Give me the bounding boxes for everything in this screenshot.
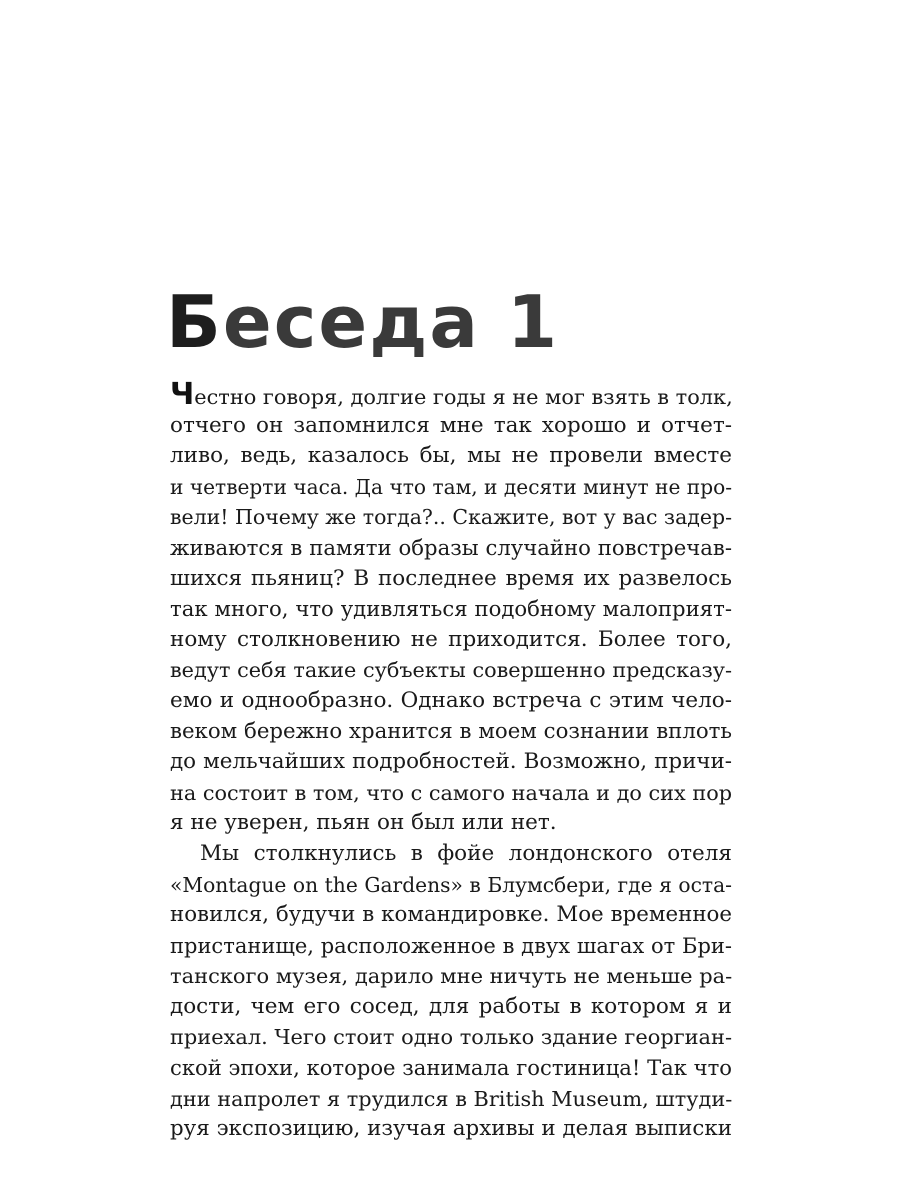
text-line: я не уверен, пьян он был или нет. xyxy=(170,810,557,836)
text-line: веком бережно хранится в моем сознании вплоть xyxy=(170,718,732,744)
chapter-title xyxy=(166,282,559,362)
text-line: пристанище, расположенное в двух шагах от Бри- xyxy=(170,932,732,958)
text-line-content: естно говоря, долгие годы я не мог взять в толк, xyxy=(194,385,733,409)
text-line: ному столкновению не приходится. Более того, xyxy=(170,626,732,652)
text-line: танского музея, дарило мне ничуть не меньше ра- xyxy=(170,964,733,989)
text-line: Мы столкнулись в фойе лондонского отеля xyxy=(200,840,732,866)
text-line: шихся пьяниц? В последнее время их развелось xyxy=(170,565,732,591)
text-line: руя экспозицию, изучая архивы и делая выписки xyxy=(170,1116,732,1142)
text-line xyxy=(170,377,733,412)
text-line: живаются в памяти образы случайно повстречав- xyxy=(170,534,732,560)
text-line: ской эпохи, которое занимала гостиница! Так что xyxy=(170,1055,732,1081)
text-line: дни напролет я трудился в British Museum, штуди- xyxy=(170,1086,733,1111)
body-text xyxy=(170,377,733,1145)
text-line: приехал. Чего стоит одно только здание георгиан- xyxy=(170,1025,732,1050)
paragraph-1 xyxy=(170,377,733,839)
text-line: отчего он запомнился мне так хорошо и отчет- xyxy=(170,412,732,438)
text-line: ведут себя такие субъекты совершенно предсказу- xyxy=(170,658,732,683)
drop-cap: Ч xyxy=(170,377,195,412)
text-line: на состоит в том, что с самого начала и до сих пор xyxy=(170,780,733,805)
text-line: и четверти часа. Да что там, и десяти минут не про- xyxy=(170,474,732,499)
text-line: «Montague on the Gardens» в Блумсбери, где я оста- xyxy=(170,872,732,897)
text-line: дости, чем его сосед, для работы в котором я и xyxy=(170,993,732,1019)
text-line: так много, что удивляться подобному малоприят- xyxy=(170,596,732,622)
chapter-title-rest: еседа 1 xyxy=(222,280,560,364)
text-line: новился, будучи в командировке. Мое временное xyxy=(170,902,732,928)
text-line: вели! Почему же тогда?.. Скажите, вот у вас задер- xyxy=(170,505,733,530)
chapter-title-first-letter: Б xyxy=(166,280,223,364)
text-line: емо и однообразно. Однако встреча с этим чело- xyxy=(170,687,732,713)
text-line: ливо, ведь, казалось бы, мы не провели вместе xyxy=(170,443,732,469)
paragraph-2 xyxy=(170,839,732,1145)
text-line: до мельчайших подробностей. Возможно, причи- xyxy=(170,749,732,775)
